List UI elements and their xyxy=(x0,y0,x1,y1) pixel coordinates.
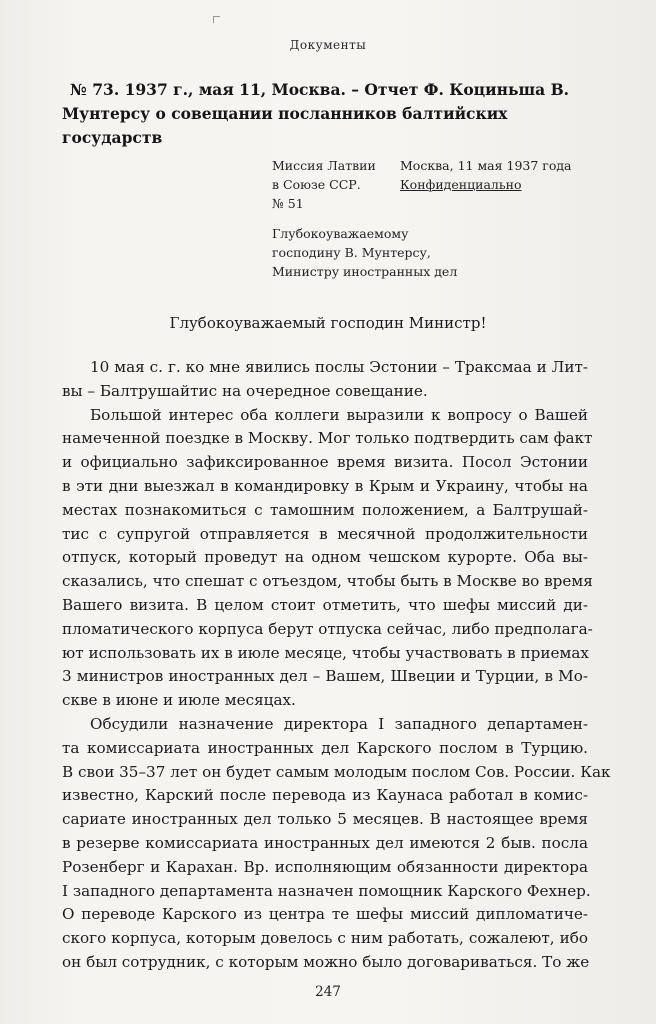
body-line: вы – Балтрушайтис на очередное совещание. xyxy=(62,381,428,400)
letter-body xyxy=(62,356,611,975)
place-date: Москва, 11 мая 1937 года xyxy=(400,158,572,173)
body-line: сказались, что спешат с отъездом, чтобы быть в Москве во время xyxy=(62,572,593,591)
sender-line: Миссия Латвии xyxy=(272,158,376,173)
body-line: та комиссариата иностранных дел Карского послом в Турцию. xyxy=(62,738,588,757)
document-title: № 73. 1937 г., мая 11, Москва. – Отчет Ф. Коциньша В. Мунтерсу о совещании посланников балтийских государств xyxy=(62,80,570,147)
body-line: местах познакомиться с тамошним положением, а Балтрушай- xyxy=(62,500,588,519)
confidential-mark: Конфиденциально xyxy=(400,177,522,192)
body-line: в резерве комиссариата иностранных дел имеются 2 быв. посла xyxy=(62,833,588,852)
body-line: скве в июне и июле месяцах. xyxy=(62,691,296,710)
running-head: Документы xyxy=(289,38,367,52)
body-line: он был сотрудник, с которым можно было договариваться. То же xyxy=(62,952,590,971)
body-line: В свои 35–37 лет он будет самым молодым послом Сов. России. Как xyxy=(62,762,611,781)
body-line: О переводе Карского из центра те шефы миссий дипломатиче- xyxy=(62,905,588,924)
sender-block xyxy=(272,156,402,213)
addressee-line: Глубокоуважаемому xyxy=(272,226,409,241)
corner-mark xyxy=(213,16,220,23)
addressee-line: Министру иностранных дел xyxy=(272,264,458,279)
sender-line: в Союзе ССР. xyxy=(272,177,361,192)
body-line: известно, Карский после перевода из Каунаса работал в комис- xyxy=(62,786,588,805)
date-block xyxy=(400,156,600,194)
body-line: 3 министров иностранных дел – Вашем, Швеции и Турции, в Мо- xyxy=(62,667,588,686)
body-line: 10 мая с. г. ко мне явились послы Эстонии – Тракcмаа и Лит- xyxy=(90,358,588,376)
body-line: намеченной поездке в Москву. Мог только подтвердить сам факт xyxy=(62,429,593,448)
body-line: в эти дни выезжал в командировку в Крым и Украину, чтобы на xyxy=(62,476,588,495)
body-line: ского корпуса, которым довелось с ним работать, сожалеют, ибо xyxy=(62,929,588,948)
addressee-block xyxy=(272,224,592,281)
body-line: пломатического корпуса берут отпуска сейчас, либо предполага- xyxy=(62,619,593,638)
body-line: Вашего визита. В целом стоит отметить, что шефы миссий ди- xyxy=(62,595,588,614)
salutation: Глубокоуважаемый господин Министр! xyxy=(169,314,487,332)
body-line: ют использовать их в июле месяце, чтобы участвовать в приемах xyxy=(62,643,589,662)
body-line: Розенберг и Карахан. Вр. исполняющим обязанности директора xyxy=(62,857,588,876)
body-line: I западного департамента назначен помощник Карского Фехнер. xyxy=(62,881,591,900)
body-line: сариате иностранных дел только 5 месяцев. В настоящее время xyxy=(62,810,588,829)
page-number: 247 xyxy=(315,984,341,1000)
body-line: тис с супругой отправляется в месячной продолжительности xyxy=(62,524,588,543)
body-line: Обсудили назначение директора I западного департамен- xyxy=(90,714,588,733)
document-number: № 51 xyxy=(272,196,304,211)
body-line: отпуск, который проведут на одном чешском курорте. Оба вы- xyxy=(62,548,588,567)
body-line: Большой интерес оба коллеги выразили к вопросу о Вашей xyxy=(90,405,588,424)
addressee-line: господину В. Мунтерсу, xyxy=(272,245,431,260)
body-line: и официально зафиксированное время визита. Посол Эстонии xyxy=(62,453,588,472)
